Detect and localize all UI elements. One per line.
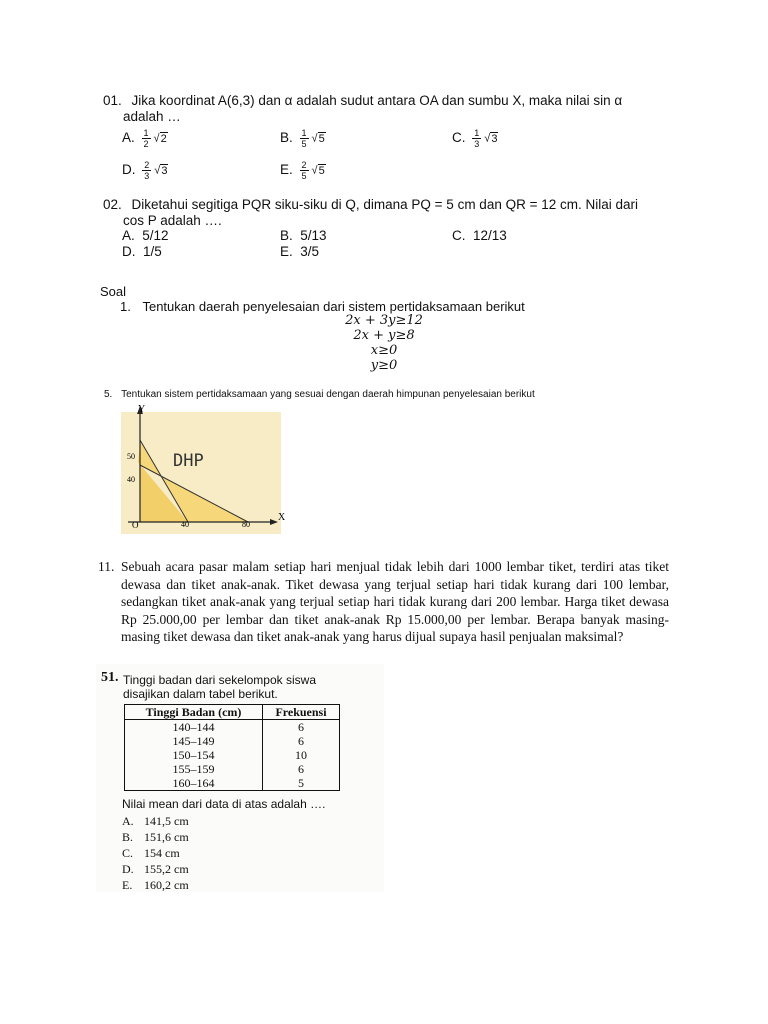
sqrt-symbol: √3 bbox=[484, 132, 498, 145]
fraction: $\frac{2}{3}$ bbox=[144, 160, 150, 181]
inequality-4: y≥0 bbox=[370, 358, 398, 373]
table-cell: 145–149 bbox=[125, 734, 263, 748]
inequality-3: x≥0 bbox=[370, 343, 398, 358]
table-cell: 155–159 bbox=[125, 762, 263, 776]
table-header-row bbox=[125, 705, 340, 720]
q51-line2: disajikan dalam tabel berikut. bbox=[123, 687, 278, 701]
option-letter: D. bbox=[122, 162, 136, 178]
y-axis-label: Y bbox=[138, 404, 146, 415]
soal-q1 bbox=[120, 299, 525, 314]
table-header: Tinggi Badan (cm) bbox=[125, 705, 263, 720]
soal-title: Soal bbox=[100, 284, 127, 299]
table-cell: 10 bbox=[263, 748, 340, 762]
q01-option-a[interactable] bbox=[122, 128, 168, 149]
q02-option-c[interactable]: C. 12/13 bbox=[452, 228, 507, 243]
table-cell: 5 bbox=[263, 776, 340, 791]
q01-line2: adalah … bbox=[123, 109, 181, 124]
option-letter: E. bbox=[280, 162, 293, 178]
q51-options bbox=[122, 813, 189, 893]
table-cell: 6 bbox=[263, 762, 340, 776]
q51-question: Nilai mean dari data di atas adalah …. bbox=[122, 797, 326, 811]
dhp-label: DHP bbox=[173, 451, 204, 471]
q02-option-d[interactable]: D. 1/5 bbox=[122, 244, 162, 259]
q01-option-b[interactable] bbox=[280, 128, 326, 149]
table-cell: 150–154 bbox=[125, 748, 263, 762]
q02 bbox=[103, 196, 723, 213]
table-row bbox=[125, 762, 340, 776]
q51-option-d[interactable]: D. 155,2 cm bbox=[122, 862, 189, 876]
table-row bbox=[125, 720, 340, 735]
q02-option-e[interactable]: E. 3/5 bbox=[280, 244, 320, 259]
fraction: $\frac{1}{3}$ bbox=[474, 128, 480, 149]
x-tick-40: 40 bbox=[181, 520, 189, 529]
q02-option-a[interactable]: A. 5/12 bbox=[122, 228, 169, 243]
q01-option-c[interactable] bbox=[452, 128, 498, 149]
x-axis-label: X bbox=[278, 512, 286, 523]
inequality-1: 2x + 3y≥12 bbox=[345, 313, 423, 328]
sqrt-symbol: √3 bbox=[154, 164, 168, 177]
q51-number: 51. bbox=[101, 670, 119, 685]
q01-line1: Jika koordinat A(6,3) dan α adalah sudut antara OA dan sumbu X, maka nilai sin α bbox=[131, 93, 623, 108]
option-letter: C. bbox=[452, 130, 466, 146]
q5 bbox=[104, 389, 535, 400]
y-tick-50: 50 bbox=[127, 452, 135, 461]
table-row bbox=[125, 776, 340, 791]
option-letter: B. bbox=[280, 130, 293, 146]
q51-option-e[interactable]: E. 160,2 cm bbox=[122, 878, 189, 892]
q02-line2: cos P adalah …. bbox=[123, 213, 222, 228]
q01-option-d[interactable] bbox=[122, 160, 168, 181]
frequency-table bbox=[124, 704, 340, 791]
q51-option-b[interactable]: B. 151,6 cm bbox=[122, 830, 189, 844]
table-cell: 160–164 bbox=[125, 776, 263, 791]
q51-option-a[interactable]: A. 141,5 cm bbox=[122, 814, 189, 828]
option-letter: A. bbox=[122, 130, 135, 146]
table-row bbox=[125, 734, 340, 748]
q51-option-c[interactable]: C. 154 cm bbox=[122, 846, 180, 860]
table-header: Frekuensi bbox=[263, 705, 340, 720]
inequality-2: 2x + y≥8 bbox=[353, 328, 415, 343]
fraction: $\frac{1}{2}$ bbox=[143, 128, 149, 149]
x-tick-80: 80 bbox=[242, 520, 250, 529]
q01 bbox=[103, 92, 703, 109]
q5-number: 5. bbox=[104, 389, 113, 400]
q11-text: Sebuah acara pasar malam setiap hari menjual tidak lebih dari 1000 lembar tiket, terdiri atas tiket dewasa dan tiket anak-anak. Tiket dewasa yang terjual setiap hari tidak kurang dari 100 lembar, sedangkan tiket anak-anak yang terjual setiap hari tidak kurang dari 200 lembar. Harga tiket dewasa Rp 25.000,00 per lembar dan tiket anak-anak Rp 15.000,00 per lembar. Berapa banyak masing-masing tiket dewasa dan tiket anak-anak yang harus dijual supaya hasil penjualan maksimal? bbox=[121, 559, 669, 644]
q5-graph bbox=[118, 400, 288, 540]
q02-number: 02. bbox=[103, 197, 122, 212]
q01-option-e[interactable] bbox=[280, 160, 326, 181]
q02-line1: Diketahui segitiga PQR siku-siku di Q, dimana PQ = 5 cm dan QR = 12 cm. Nilai dari bbox=[131, 197, 639, 212]
q51-line1: Tinggi badan dari sekelompok siswa bbox=[123, 673, 316, 687]
table-row bbox=[125, 748, 340, 762]
fraction: $\frac{1}{5}$ bbox=[301, 128, 307, 149]
y-tick-40: 40 bbox=[127, 475, 135, 484]
sqrt-symbol: √5 bbox=[311, 132, 325, 145]
table-cell: 140–144 bbox=[125, 720, 263, 735]
soal-q1-number: 1. bbox=[120, 299, 131, 314]
sqrt-symbol: √5 bbox=[311, 164, 325, 177]
soal-q1-text: Tentukan daerah penyelesaian dari sistem pertidaksamaan berikut bbox=[142, 299, 525, 314]
origin-label: O bbox=[132, 520, 139, 530]
fraction: $\frac{2}{5}$ bbox=[301, 160, 307, 181]
table-cell: 6 bbox=[263, 734, 340, 748]
q01-number: 01. bbox=[103, 93, 122, 108]
q5-text: Tentukan sistem pertidaksamaan yang sesuai dengan daerah himpunan penyelesaian berikut bbox=[121, 389, 535, 400]
table-cell: 6 bbox=[263, 720, 340, 735]
q11-number: 11. bbox=[98, 559, 115, 574]
q02-option-b[interactable]: B. 5/13 bbox=[280, 228, 327, 243]
sqrt-symbol: √2 bbox=[153, 132, 167, 145]
